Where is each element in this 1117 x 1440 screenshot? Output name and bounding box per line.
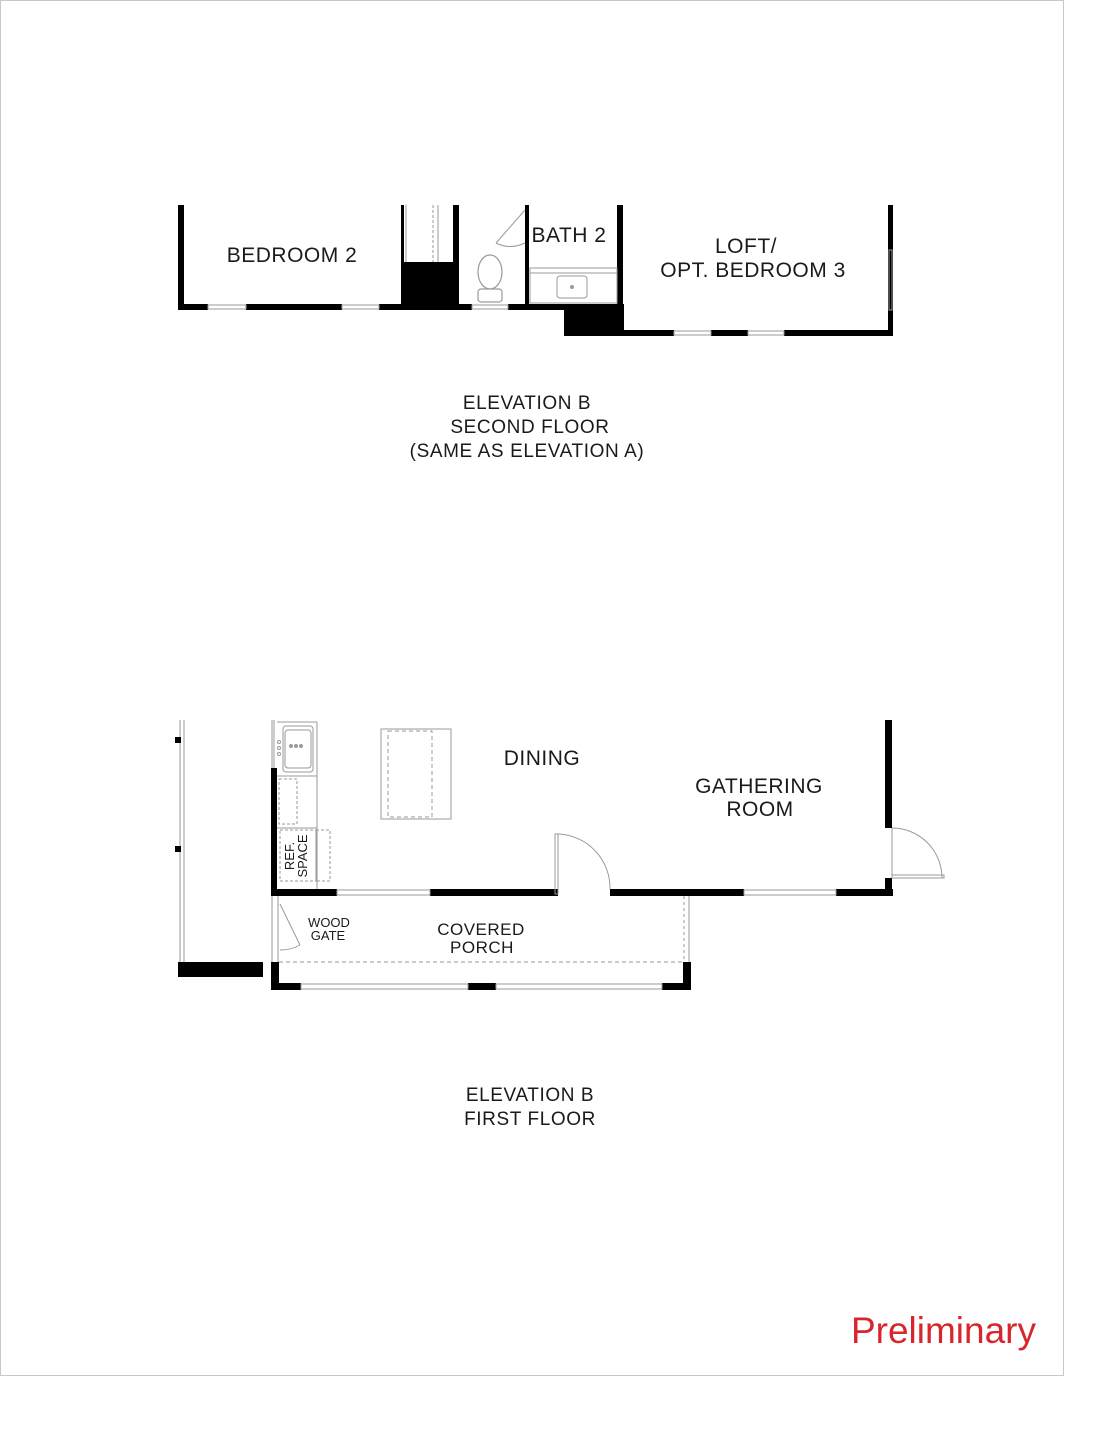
- second-floor-caption-line2: SECOND FLOOR: [450, 417, 610, 438]
- bath-door: [496, 210, 525, 247]
- second-floor-caption-line1: ELEVATION B: [462, 393, 592, 414]
- ref-space-label-line1: REF.: [282, 841, 297, 871]
- room-label-covered: COVERED: [437, 920, 525, 939]
- room-label-bedroom-2: BEDROOM 2: [226, 244, 358, 267]
- dining-table: [381, 729, 451, 819]
- dishwasher-dashed: [279, 779, 297, 824]
- room-label-gathering-room: ROOM: [726, 798, 794, 821]
- second-floor-plan: [178, 205, 893, 462]
- room-label-dining: DINING: [503, 747, 581, 770]
- first-floor-caption-line1: ELEVATION B: [465, 1085, 595, 1106]
- wood-gate-label-line1: WOOD: [308, 915, 350, 930]
- toilet-fixture: [478, 255, 502, 302]
- wood-gate: [280, 904, 300, 950]
- room-label-opt-bedroom-3: OPT. BEDROOM 3: [660, 259, 846, 282]
- preliminary-stamp: Preliminary: [850, 1310, 1036, 1351]
- page-border: [1, 1, 1064, 1376]
- room-label-porch: PORCH: [450, 938, 514, 957]
- ref-space-label-line2: SPACE: [295, 834, 310, 878]
- room-label-bath-2: BATH 2: [531, 224, 607, 247]
- first-floor-caption-line2: FIRST FLOOR: [464, 1109, 596, 1130]
- first-floor-walls: [271, 720, 893, 990]
- wood-gate-label-line2: GATE: [310, 928, 346, 943]
- second-floor-caption-line3: (SAME AS ELEVATION A): [409, 441, 645, 462]
- first-floor-plan: [175, 720, 944, 1130]
- left-side-structure: [175, 720, 274, 977]
- vanity-fixture: [530, 268, 617, 303]
- kitchen-sink: [285, 730, 311, 768]
- porch-door: [555, 834, 610, 894]
- room-label-loft: LOFT/: [714, 235, 778, 258]
- room-label-gathering: GATHERING: [695, 775, 823, 798]
- side-door: [892, 828, 944, 878]
- stair-lines: [406, 205, 438, 262]
